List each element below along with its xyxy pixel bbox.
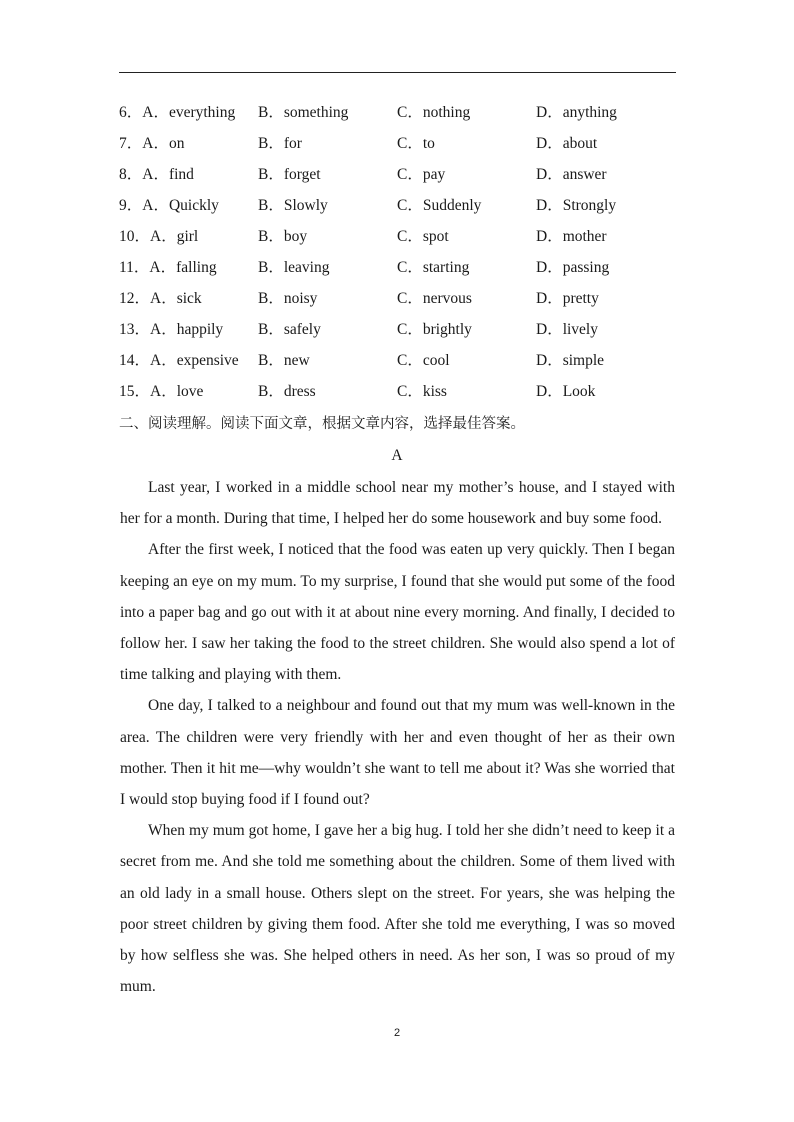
- option-c: C．nervous: [397, 290, 472, 307]
- question-row-7: [119, 128, 679, 159]
- reading-passage: [120, 472, 675, 1002]
- option-b: B．new: [258, 352, 310, 369]
- question-row-14: [119, 345, 679, 376]
- option-d: D．anything: [536, 104, 617, 121]
- option-b: B．forget: [258, 166, 321, 183]
- option-c: C．brightly: [397, 321, 472, 338]
- option-c: C．to: [397, 135, 435, 152]
- option-b: B．safely: [258, 321, 321, 338]
- option-c: C．starting: [397, 259, 470, 276]
- option-c: C．spot: [397, 228, 449, 245]
- option-b: B．Slowly: [258, 197, 328, 214]
- option-d: D．lively: [536, 321, 598, 338]
- question-row-15: [119, 376, 679, 407]
- option-b: B．noisy: [258, 290, 318, 307]
- question-row-11: [119, 252, 679, 283]
- option-b: B．something: [258, 104, 349, 121]
- option-a: 13．A．happily: [119, 321, 224, 338]
- option-b: B．boy: [258, 228, 308, 245]
- option-b: B．for: [258, 135, 302, 152]
- option-d: D．Look: [536, 383, 596, 400]
- option-b: B．dress: [258, 383, 316, 400]
- option-c: C．cool: [397, 352, 450, 369]
- option-a: 15．A．love: [119, 383, 204, 400]
- option-c: C．nothing: [397, 104, 471, 121]
- option-d: D．pretty: [536, 290, 599, 307]
- option-d: D．answer: [536, 166, 607, 183]
- header-rule: [119, 72, 676, 73]
- passage-paragraph-2: After the first week, I noticed that the food was eaten up very quickly. Then I began keeping an eye on my mum. To my surprise, I found that she would put some of the food into a paper bag and go out with it at about nine every morning. And finally, I decided to follow her. I saw her taking the food to the street children. She would also spend a lot of time talking and playing with them.: [120, 541, 675, 684]
- multiple-choice-options: [119, 97, 679, 407]
- option-a: 11．A．falling: [119, 259, 217, 276]
- option-d: D．Strongly: [536, 197, 617, 214]
- question-row-6: [119, 97, 679, 128]
- question-row-9: [119, 190, 679, 221]
- option-c: C．pay: [397, 166, 446, 183]
- option-d: D．simple: [536, 352, 605, 369]
- question-row-12: [119, 283, 679, 314]
- option-d: D．passing: [536, 259, 610, 276]
- option-a: 8．A．find: [119, 166, 194, 183]
- option-d: D．about: [536, 135, 598, 152]
- option-a: 12．A．sick: [119, 290, 202, 307]
- option-a: 10．A．girl: [119, 228, 199, 245]
- question-row-10: [119, 221, 679, 252]
- option-d: D．mother: [536, 228, 607, 245]
- option-b: B．leaving: [258, 259, 330, 276]
- option-c: C．Suddenly: [397, 197, 482, 214]
- passage-paragraph-4: When my mum got home, I gave her a big hug. I told her she didn’t need to keep it a secret from me. And she told me something about the children. Some of them lived with an old lady in a small house. Others slept on the street. For years, she was helping the poor street children by giving them food. After she told me everything, I was so moved by how selfless she was. She helped others in need. As her son, I was so proud of my mum.: [120, 822, 675, 996]
- option-a: 14．A．expensive: [119, 352, 239, 369]
- question-row-8: [119, 159, 679, 190]
- passage-title: A: [391, 447, 403, 464]
- option-a: 9．A．Quickly: [119, 197, 219, 214]
- section-heading: 二、阅读理解。阅读下面文章，根据文章内容，选择最佳答案。: [119, 416, 525, 432]
- option-c: C．kiss: [397, 383, 447, 400]
- option-a: 7．A．on: [119, 135, 185, 152]
- passage-paragraph-3: One day, I talked to a neighbour and found out that my mum was well-known in the area. The children were very friendly with her and even thought of her as their own mother. Then it hit me—why wouldn’t she want to tell me about it? Was she worried that I would stop buying food if I found out?: [120, 697, 675, 809]
- passage-paragraph-1: Last year, I worked in a middle school near my mother’s house, and I stayed with her for a month. During that time, I helped her do some housework and buy some food.: [120, 479, 675, 528]
- page-number: 2: [393, 1027, 401, 1039]
- option-a: 6．A．everything: [119, 104, 236, 121]
- question-row-13: [119, 314, 679, 345]
